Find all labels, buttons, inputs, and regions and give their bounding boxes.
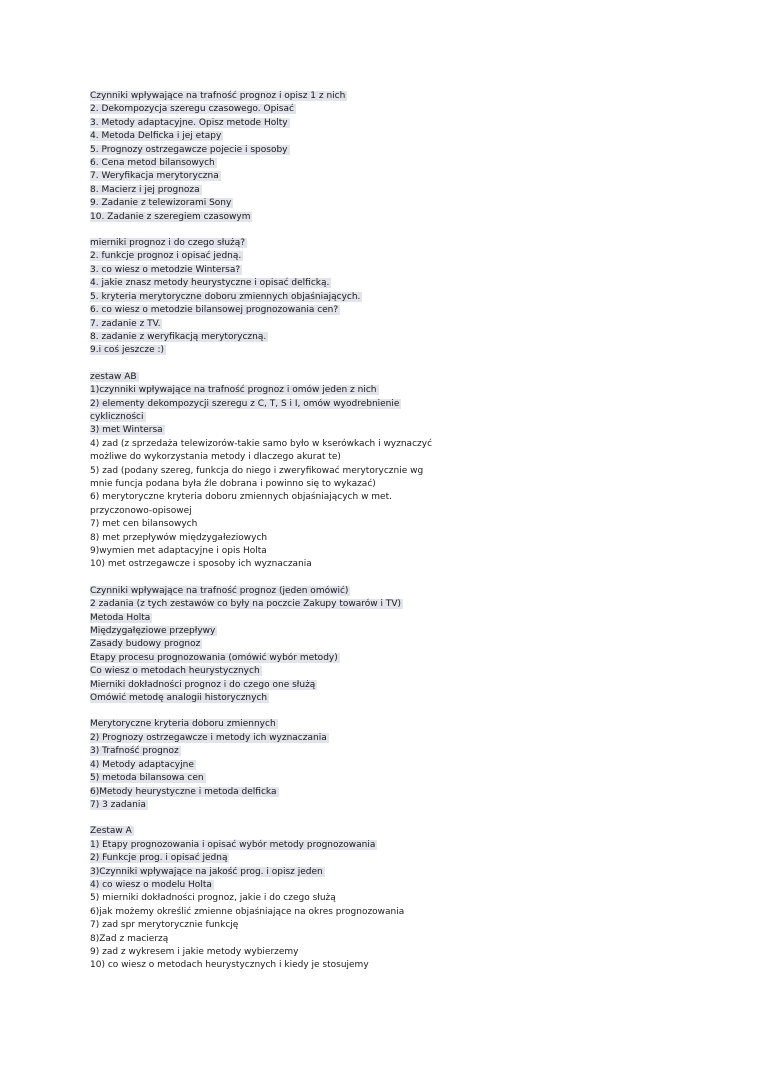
- line-text: Mierniki dokładności prognoz i do czego one służą: [90, 679, 316, 690]
- text-line: [90, 291, 730, 304]
- text-line: [90, 759, 730, 772]
- line-text: 5. kryteria merytoryczne doboru zmiennych objaśniających.: [90, 291, 361, 302]
- text-block: [90, 718, 730, 812]
- text-line: [90, 277, 730, 290]
- line-text: Czynniki wpływające na trafność prognoz (jeden omówić): [90, 585, 349, 596]
- text-line: [90, 665, 730, 678]
- line-text: 8. zadanie z weryfikacją merytoryczną.: [90, 331, 267, 342]
- line-text: Metoda Holta: [90, 612, 151, 623]
- line-text: 7) 3 zadania: [90, 799, 146, 810]
- line-text: 9.i coś jeszcze :): [90, 345, 165, 356]
- line-text: 5) metoda bilansowa cen: [90, 773, 204, 784]
- text-line: [90, 398, 730, 411]
- text-line: [90, 438, 730, 451]
- line-text: Merytoryczne kryteria doboru zmiennych: [90, 719, 276, 730]
- document-content: [90, 90, 730, 986]
- text-line: [90, 411, 730, 424]
- text-line: [90, 906, 730, 919]
- text-line: [90, 892, 730, 905]
- text-block: [90, 371, 730, 572]
- text-line: [90, 331, 730, 344]
- text-line: [90, 919, 730, 932]
- text-line: [90, 518, 730, 531]
- line-text: 3. co wiesz o metodzie Wintersa?: [90, 264, 241, 275]
- line-text: 6)Metody heurystyczne i metoda delficka: [90, 786, 277, 797]
- line-text: 1) Etapy prognozowania i opisać wybór metody prognozowania: [90, 839, 376, 850]
- line-text: 4. jakie znasz metody heurystyczne i opisać delficką.: [90, 278, 330, 289]
- line-text: 6. Cena metod bilansowych: [90, 158, 215, 169]
- line-text: 2) Prognozy ostrzegawcze i metody ich wyznaczania: [90, 732, 327, 743]
- text-line: [90, 879, 730, 892]
- text-line: [90, 718, 730, 731]
- text-line: [90, 170, 730, 183]
- text-line: [90, 371, 730, 384]
- line-text: 3. Metody adaptacyjne. Opisz metode Holty: [90, 117, 288, 128]
- text-line: [90, 545, 730, 558]
- line-text: mierniki prognoz i do czego służą?: [90, 238, 246, 249]
- line-text: 8. Macierz i jej prognoza: [90, 184, 200, 195]
- text-line: [90, 197, 730, 210]
- text-line: [90, 852, 730, 865]
- text-line: [90, 130, 730, 143]
- text-line: [90, 505, 730, 518]
- text-line: [90, 933, 730, 946]
- text-line: [90, 558, 730, 571]
- text-line: [90, 679, 730, 692]
- text-line: [90, 117, 730, 130]
- text-line: [90, 866, 730, 879]
- line-text: 7) met cen bilansowych: [90, 519, 198, 530]
- text-line: [90, 250, 730, 263]
- text-line: [90, 786, 730, 799]
- text-line: [90, 103, 730, 116]
- text-block: [90, 90, 730, 224]
- line-text: Omówić metodę analogii historycznych: [90, 693, 268, 704]
- text-line: [90, 625, 730, 638]
- text-block: [90, 237, 730, 358]
- line-text: 4) zad (z sprzedaża telewizorów-takie samo było w kserówkach i wyznaczyć: [90, 438, 433, 449]
- text-line: [90, 384, 730, 397]
- line-text: Międzygałęziowe przepływy: [90, 626, 216, 637]
- line-text: 2) Funkcje prog. i opisać jedną: [90, 853, 228, 864]
- line-text: 10. Zadanie z szeregiem czasowym: [90, 211, 251, 222]
- line-text: 9. Zadanie z telewizorami Sony: [90, 198, 232, 209]
- text-line: [90, 799, 730, 812]
- line-text: 4) co wiesz o modelu Holta: [90, 879, 212, 890]
- line-text: 5) zad (podany szereg, funkcja do niego i zweryfikować merytorycznie wg: [90, 465, 424, 476]
- text-line: [90, 184, 730, 197]
- line-text: 3) Trafność prognoz: [90, 746, 179, 757]
- line-text: 9)wymien met adaptacyjne i opis Holta: [90, 546, 267, 556]
- line-text: 8) met przepływów międzygałeziowych: [90, 532, 268, 543]
- text-line: [90, 211, 730, 224]
- line-text: 3) met Wintersa: [90, 425, 163, 436]
- text-block: [90, 585, 730, 706]
- line-text: 6. co wiesz o metodzie bilansowej prognozowania cen?: [90, 305, 339, 316]
- text-line: [90, 318, 730, 331]
- line-text: Zestaw A: [90, 826, 132, 837]
- line-text: przyczonowo-opisowej: [90, 505, 192, 516]
- text-line: [90, 237, 730, 250]
- text-line: [90, 491, 730, 504]
- line-text: 2) elementy dekompozycji szeregu z C, T, S i I, omów wyodrebnienie: [90, 398, 400, 409]
- line-text: 7. zadanie z TV.: [90, 318, 161, 329]
- text-block: [90, 825, 730, 972]
- line-text: Co wiesz o metodach heurystycznych: [90, 666, 260, 677]
- line-text: Czynniki wpływające na trafność prognoz i opisz 1 z nich: [90, 91, 346, 101]
- line-text: 2. Dekompozycja szeregu czasowego. Opisać: [90, 104, 294, 115]
- text-line: [90, 612, 730, 625]
- line-text: cykliczności: [90, 411, 144, 422]
- text-line: [90, 732, 730, 745]
- line-text: 8)Zad z macierzą: [90, 933, 169, 944]
- text-line: [90, 157, 730, 170]
- line-text: 7) zad spr merytorycznie funkcję: [90, 920, 239, 931]
- line-text: 6)jak możemy określić zmienne objaśniające na okres prognozowania: [90, 906, 405, 917]
- line-text: 2. funkcje prognoz i opisać jedną.: [90, 251, 242, 262]
- line-text: 10) met ostrzegawcze i sposoby ich wyznaczania: [90, 559, 312, 570]
- line-text: 6) merytoryczne kryteria doboru zmiennych objaśniających w met.: [90, 492, 392, 503]
- line-text: 9) zad z wykresem i jakie metody wybierzemy: [90, 946, 299, 957]
- line-text: 3)Czynniki wpływające na jakość prog. i opisz jeden: [90, 866, 323, 877]
- text-line: [90, 772, 730, 785]
- text-line: [90, 90, 730, 103]
- line-text: 2 zadania (z tych zestawów co były na poczcie Zakupy towarów i TV): [90, 599, 401, 610]
- text-line: [90, 598, 730, 611]
- text-line: [90, 344, 730, 357]
- line-text: Etapy procesu prognozowania (omówić wybór metody): [90, 652, 338, 663]
- text-line: [90, 478, 730, 491]
- text-line: [90, 532, 730, 545]
- line-text: 7. Weryfikacja merytoryczna: [90, 171, 219, 182]
- line-text: 4. Metoda Delficka i jej etapy: [90, 131, 222, 142]
- text-line: [90, 451, 730, 464]
- text-line: [90, 144, 730, 157]
- text-line: [90, 304, 730, 317]
- line-text: 4) Metody adaptacyjne: [90, 759, 194, 770]
- text-line: [90, 825, 730, 838]
- text-line: [90, 959, 730, 972]
- text-line: [90, 585, 730, 598]
- text-line: [90, 946, 730, 959]
- line-text: 5. Prognozy ostrzegawcze pojecie i sposoby: [90, 144, 288, 155]
- text-line: [90, 839, 730, 852]
- line-text: możliwe do wykorzystania metody i dlaczego akurat te): [90, 452, 341, 463]
- text-line: [90, 692, 730, 705]
- text-line: [90, 424, 730, 437]
- text-line: [90, 638, 730, 651]
- line-text: Zasady budowy prognoz: [90, 639, 201, 650]
- line-text: 1)czynniki wpływające na trafność prognoz i omów jeden z nich: [90, 385, 377, 396]
- text-line: [90, 465, 730, 478]
- text-line: [90, 745, 730, 758]
- line-text: 5) mierniki dokładności prognoz, jakie i do czego służą: [90, 893, 336, 904]
- text-line: [90, 652, 730, 665]
- text-line: [90, 264, 730, 277]
- line-text: 10) co wiesz o metodach heurystycznych i kiedy je stosujemy: [90, 960, 369, 971]
- line-text: zestaw AB: [90, 371, 137, 382]
- line-text: mnie funcja podana była źle dobrana i powinno się to wykazać): [90, 478, 376, 489]
